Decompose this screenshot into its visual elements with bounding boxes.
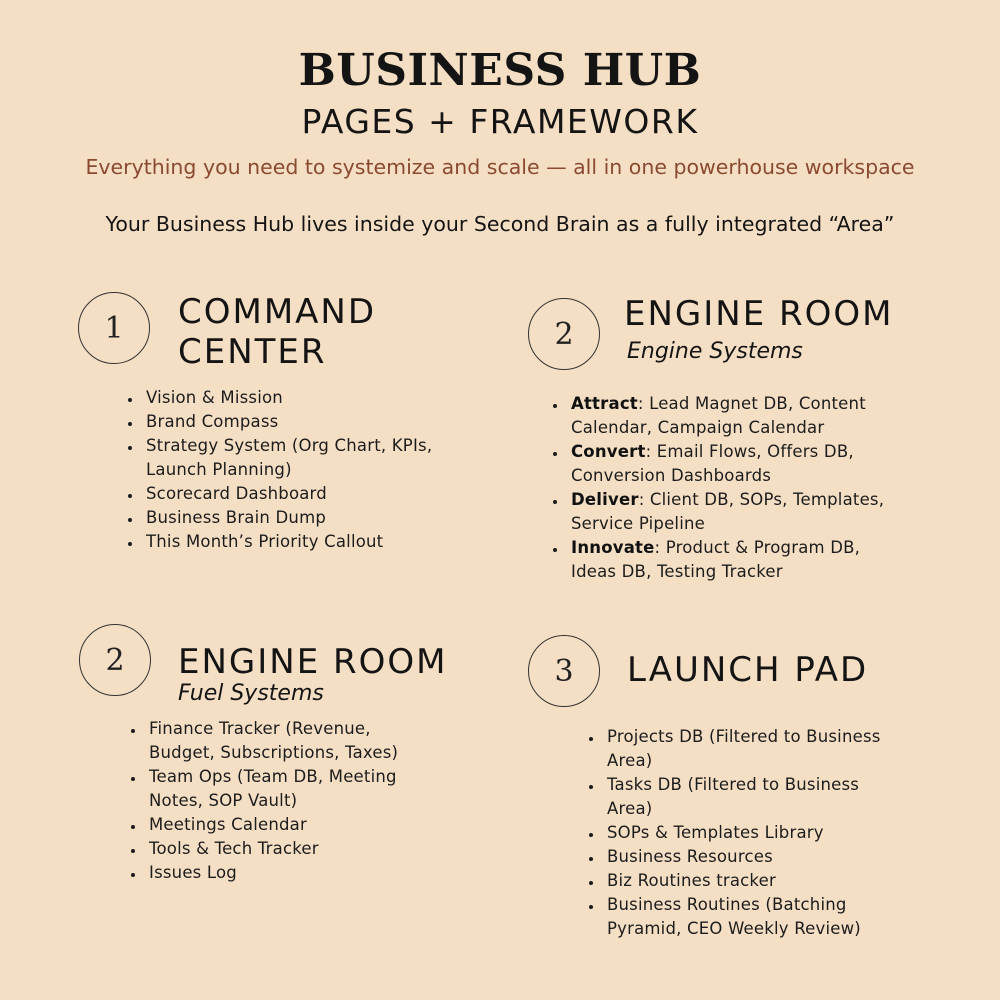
- list-item-keyword: Innovate: [571, 538, 655, 557]
- section-title-line: CENTER: [178, 332, 327, 372]
- list-item: • Tasks DB (Filtered to Business Area): [603, 773, 903, 821]
- list-item: • Business Brain Dump: [142, 506, 442, 530]
- list-item: • Scorecard Dashboard: [142, 482, 442, 506]
- list-item-text: : Lead Magnet DB, Content Calendar, Campaign Calendar: [571, 394, 866, 437]
- fuel-systems-list: [125, 717, 430, 885]
- list-item: • Finance Tracker (Revenue, Budget, Subscriptions, Taxes): [145, 717, 430, 765]
- section-title-line: COMMAND: [178, 292, 377, 332]
- section-subtitle-fuel-systems: Fuel Systems: [178, 681, 324, 706]
- section-number-badge: 1: [78, 292, 150, 364]
- engine-systems-list: [547, 392, 902, 584]
- list-item-text: : Client DB, SOPs, Templates, Service Pipeline: [571, 490, 885, 533]
- list-item: [567, 392, 902, 440]
- list-item: • Tools & Tech Tracker: [145, 837, 430, 861]
- list-item: • Strategy System (Org Chart, KPIs, Launch Planning): [142, 434, 442, 482]
- list-item: • Meetings Calendar: [145, 813, 430, 837]
- list-item-text: : Product & Program DB, Ideas DB, Testing Tracker: [571, 538, 861, 581]
- section-number-badge: 2: [528, 298, 600, 370]
- list-item: • Business Resources: [603, 845, 903, 869]
- list-item: • Biz Routines tracker: [603, 869, 903, 893]
- list-item-keyword: Attract: [571, 394, 638, 413]
- section-title-launch-pad: LAUNCH PAD: [627, 650, 869, 690]
- list-item-keyword: Convert: [571, 442, 646, 461]
- launch-pad-list: [583, 725, 903, 941]
- tagline: Everything you need to systemize and scale — all in one powerhouse workspace: [85, 155, 915, 179]
- list-item: [567, 488, 902, 536]
- list-item: • This Month’s Priority Callout: [142, 530, 442, 554]
- list-item: • Business Routines (Batching Pyramid, CEO Weekly Review): [603, 893, 903, 941]
- list-item: • Brand Compass: [142, 410, 442, 434]
- section-title-engine-room: ENGINE ROOM: [624, 294, 894, 334]
- list-item: • Team Ops (Team DB, Meeting Notes, SOP Vault): [145, 765, 430, 813]
- command-center-list: [122, 386, 442, 554]
- list-item-keyword: Deliver: [571, 490, 639, 509]
- list-item: • SOPs & Templates Library: [603, 821, 903, 845]
- list-item: • Vision & Mission: [142, 386, 442, 410]
- section-subtitle-engine-systems: Engine Systems: [627, 339, 803, 364]
- intro-text: Your Business Hub lives inside your Second Brain as a fully integrated “Area”: [105, 212, 895, 236]
- section-number-badge: 2: [79, 624, 151, 696]
- list-item-text: : Email Flows, Offers DB, Conversion Dashboards: [571, 442, 854, 485]
- list-item: • Projects DB (Filtered to Business Area): [603, 725, 903, 773]
- section-title-engine-room: ENGINE ROOM: [178, 642, 448, 682]
- section-title-command-center: [178, 292, 376, 372]
- section-number-badge: 3: [528, 635, 600, 707]
- list-item: • Issues Log: [145, 861, 430, 885]
- list-item: [567, 440, 902, 488]
- page-subtitle: PAGES + FRAMEWORK: [301, 102, 699, 141]
- page-title: BUSINESS HUB: [298, 45, 702, 96]
- list-item: [567, 536, 902, 584]
